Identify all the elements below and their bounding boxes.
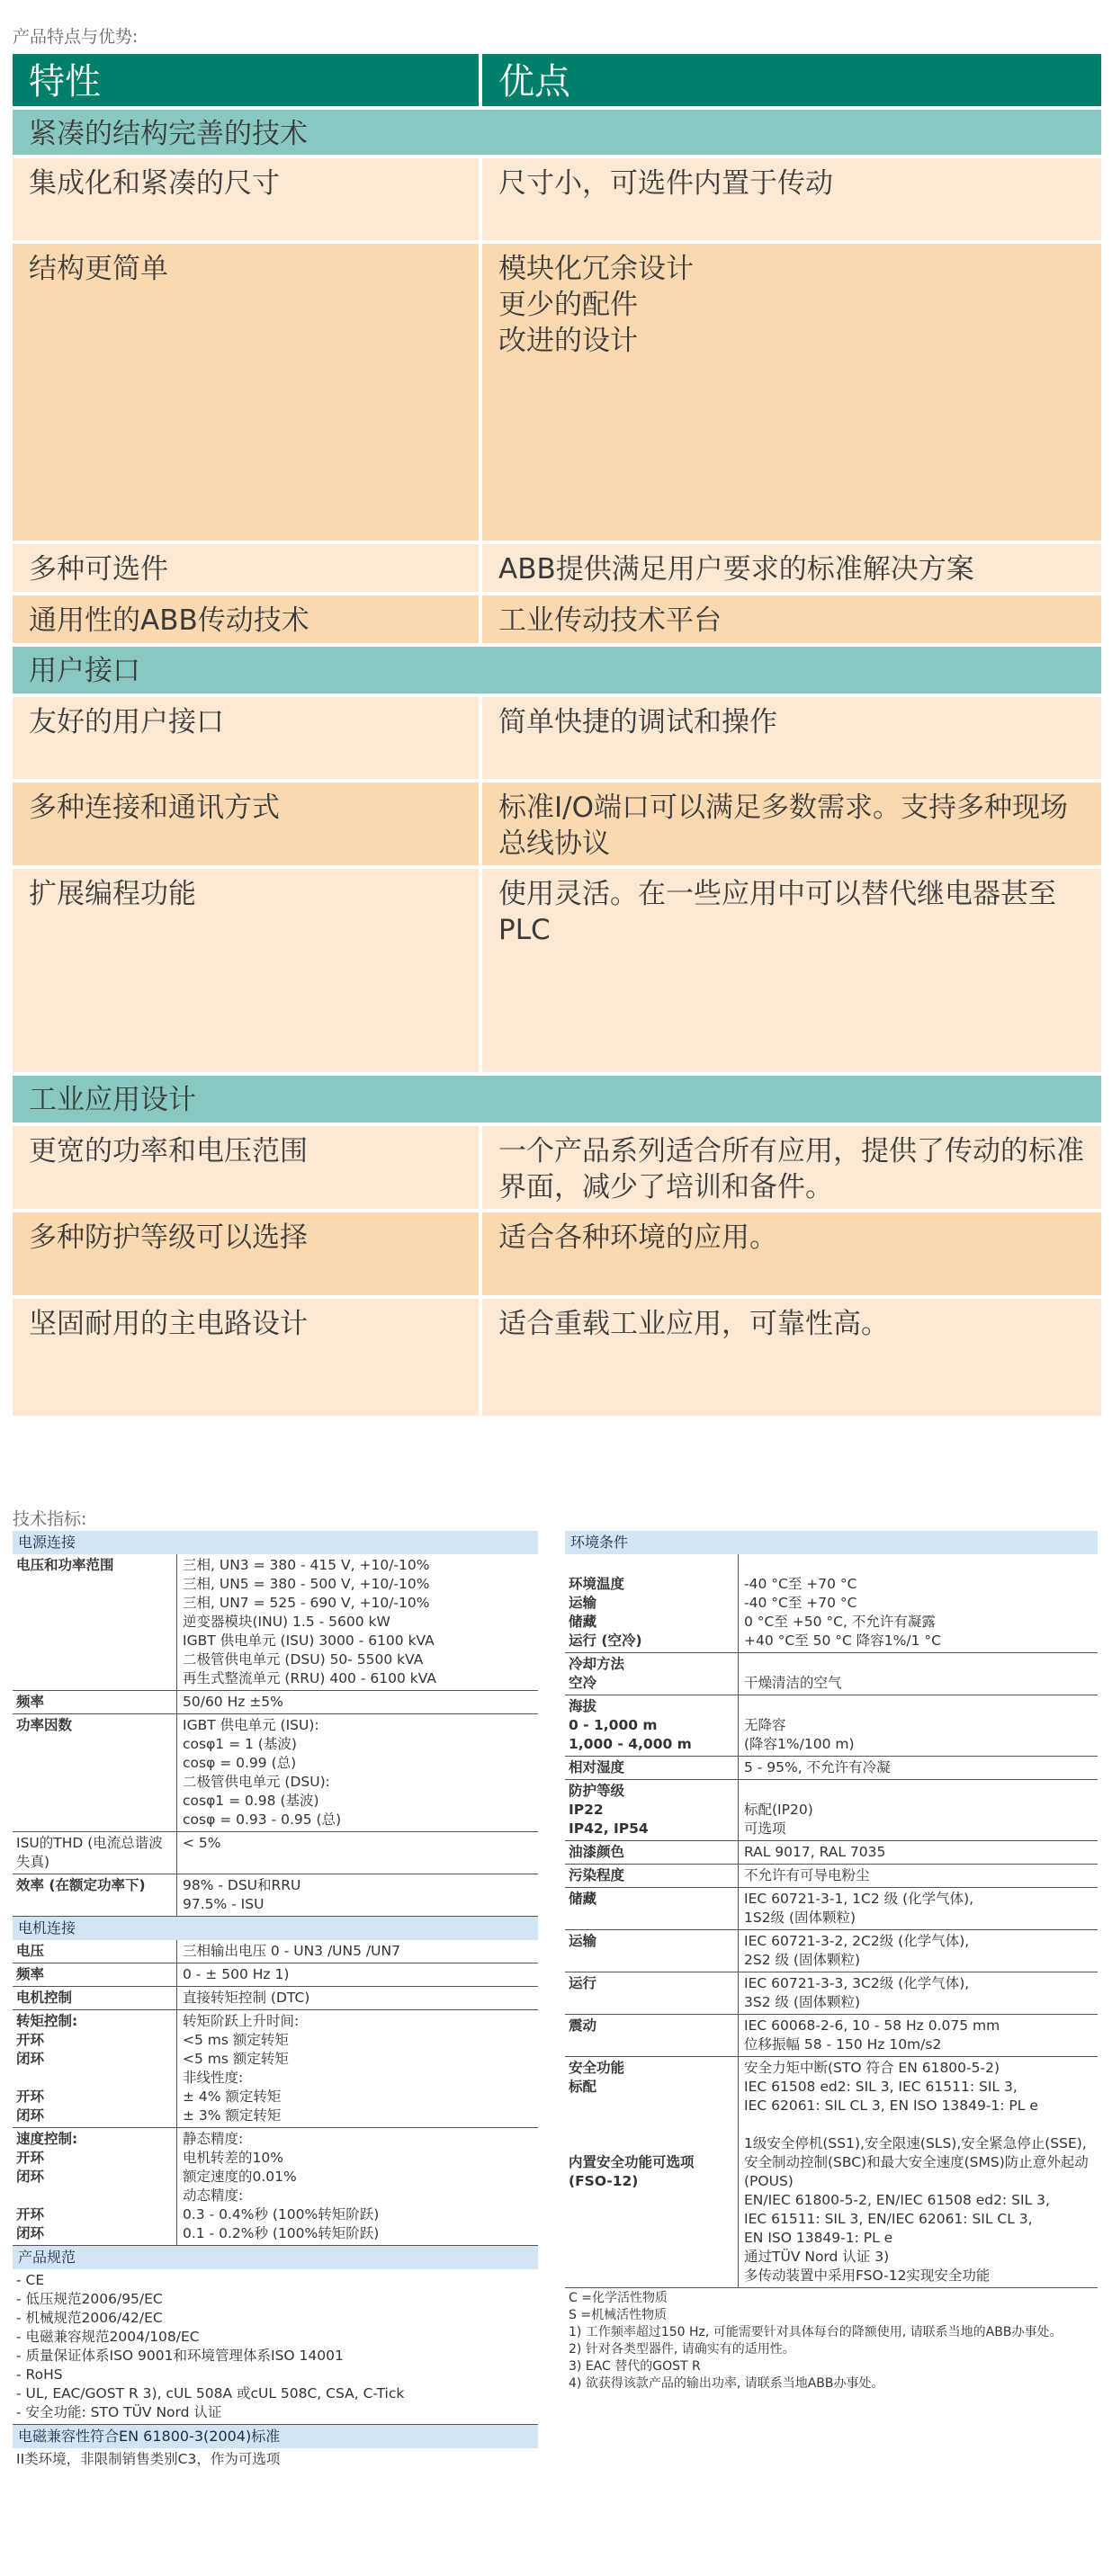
spec-value: 转矩阶跃上升时间: <5 ms 额定转矩 <5 ms 额定转矩 非线性度: ± 4% 额定转矩 ± 3% 额定转矩 <box>176 2010 538 2127</box>
spec-value: 5 - 95%, 不允许有冷凝 <box>738 1757 1098 1779</box>
section-title: 紧凑的结构完善的技术 <box>13 110 1101 155</box>
spec-key: 运行 <box>569 1975 597 1991</box>
spec-value: 不允许有可导电粉尘 <box>738 1865 1098 1887</box>
spec-key: ISU的THD (电流总谐波失真) <box>16 1835 163 1870</box>
footnotes: C =化学活性物质 S =机械活性物质 1) 工作频率超过150 Hz, 可能需要针对具体每台的降额使用, 请联系当地的ABB办事处。 2) 针对各类型器件, 请确实有的适用性。 3) EAC 替代的GOST R 4) 欲获得该款产品的输出功率, 请联系当地ABB办事处。 <box>569 2291 1063 2391</box>
env-title: 环境条件 <box>565 1531 1098 1554</box>
feature-cell: 集成化和紧凑的尺寸 <box>13 158 479 240</box>
feature-cell: 多种连接和通讯方式 <box>13 783 479 865</box>
table-row <box>565 1757 1098 1780</box>
table-row <box>13 1299 1101 1416</box>
table-row <box>565 1888 1098 1930</box>
table-row <box>13 1691 538 1714</box>
spec-value: IEC 60721-3-2, 2C2级 (化学气体), 2S2 级 (固体颗粒) <box>738 1930 1098 1972</box>
table-row <box>565 2057 1098 2288</box>
benefit-cell: 尺寸小，可选件内置于传动 <box>482 158 1101 240</box>
feature-cell: 更宽的功率和电压范围 <box>13 1126 479 1209</box>
feature-cell: 扩展编程功能 <box>13 869 479 1072</box>
spec-value: 安全力矩中断(STO 符合 EN 61800-5-2) IEC 61508 ed2: SIL 3, IEC 61511: SIL 3, IEC 62061: SIL CL 3, EN ISO 13849-1: PL e 1级安全停机(SS1),安全限速(SLS),安全紧急停止(SSE),安全制动控制(SBC)和最大安全速度(SMS)防止意外起动 (POUS) EN/IEC 61800-5-2, EN/IEC 61508 ed2: SIL 3, IEC 61511: SIL 3, EN/IEC 62061: SIL CL 3, EN ISO 13849-1: PL e 通过TÜV Nord 认证 3) 多传动装置中采用FSO-12实现安全功能 <box>738 2057 1098 2287</box>
spec-key: 海拔 0 - 1,000 m 1,000 - 4,000 m <box>569 1698 692 1752</box>
spec-key: 频率 <box>16 1966 45 1982</box>
spec-key: 油漆颜色 <box>569 1844 625 1860</box>
table-row <box>13 1987 538 2010</box>
table-row <box>13 1126 1101 1209</box>
table-row <box>13 1963 538 1987</box>
spec-key: 电压 <box>16 1943 45 1959</box>
benefit-cell: 一个产品系列适合所有应用，提供了传动的标准界面，减少了培训和备件。 <box>482 1126 1101 1209</box>
table-row <box>13 595 1101 643</box>
spec-value: 干燥清洁的空气 <box>738 1653 1098 1695</box>
table-row <box>13 544 1101 592</box>
spec-value: 直接转矩控制 (DTC) <box>176 1987 538 2009</box>
tech-caption: 技术指标: <box>13 1509 87 1529</box>
spec-key: 运输 <box>569 1933 597 1949</box>
benefit-cell: ABB提供满足用户要求的标准解决方案 <box>482 544 1101 592</box>
table-row <box>565 1653 1098 1695</box>
benefit-cell: 适合重载工业应用，可靠性高。 <box>482 1299 1101 1416</box>
spec-key: 污染程度 <box>569 1867 625 1883</box>
feature-cell: 多种可选件 <box>13 544 479 592</box>
benefit-cell: 模块化冗余设计 更少的配件 改进的设计 <box>482 244 1101 541</box>
spec-key: 转矩控制: 开环 闭环 开环 闭环 <box>16 2013 78 2124</box>
benefit-cell: 标准I/O端口可以满足多数需求。支持多种现场总线协议 <box>482 783 1101 865</box>
table-row <box>565 1841 1098 1865</box>
feature-cell: 结构更简单 <box>13 244 479 541</box>
header-benefit: 优点 <box>482 54 1101 106</box>
table-row <box>13 869 1101 1072</box>
spec-value: IGBT 供电单元 (ISU): cosφ1 = 1 (基波) cosφ = 0.99 (总) 二极管供电单元 (DSU): cosφ1 = 0.98 (基波) cosφ = 0.93 - 0.95 (总) <box>176 1714 538 1831</box>
section-title: 工业应用设计 <box>13 1076 1101 1123</box>
spec-value: 98% - DSU和RRU 97.5% - ISU <box>176 1874 538 1916</box>
table-row <box>565 1865 1098 1888</box>
table-row <box>13 783 1101 865</box>
feature-cell: 多种防护等级可以选择 <box>13 1212 479 1295</box>
spec-value: IEC 60721-3-1, 1C2 级 (化学气体), 1S2级 (固体颗粒) <box>738 1888 1098 1929</box>
table-row <box>565 1972 1098 2015</box>
spec-key: 速度控制: 开环 闭环 开环 闭环 <box>16 2131 78 2241</box>
table-row <box>13 244 1101 541</box>
spec-key: 电压和功率范围 <box>16 1557 114 1573</box>
spec-value: RAL 9017, RAL 7035 <box>738 1841 1098 1864</box>
spec-value: IEC 60068-2-6, 10 - 58 Hz 0.075 mm 位移振幅 58 - 150 Hz 10m/s2 <box>738 2015 1098 2056</box>
spec-value: 三相输出电压 0 - UN3 /UN5 /UN7 <box>176 1940 538 1963</box>
motor-title: 电机连接 <box>13 1917 538 1940</box>
emc-text: II类环境，非限制销售类别C3，作为可选项 <box>16 2451 281 2467</box>
table-row <box>13 697 1101 779</box>
left-spec-table <box>13 1531 538 2471</box>
table-row <box>13 2010 538 2128</box>
feature-cell: 通用性的ABB传动技术 <box>13 595 479 643</box>
benefit-cell: 简单快捷的调试和操作 <box>482 697 1101 779</box>
spec-key: 电机控制 <box>16 1990 73 2006</box>
header-feature: 特性 <box>13 54 479 106</box>
spec-key: 相对湿度 <box>569 1759 625 1775</box>
mains-title: 电源连接 <box>13 1531 538 1554</box>
feature-table <box>13 54 1101 1416</box>
spec-key: 冷却方法 空冷 <box>569 1656 625 1691</box>
spec-key: 防护等级 IP22 IP42, IP54 <box>569 1783 649 1837</box>
norms-title: 产品规范 <box>13 2246 538 2269</box>
table-row <box>565 1930 1098 1972</box>
spec-key: 环境温度 运输 储藏 运行 (空冷) <box>569 1576 642 1649</box>
section-title: 用户接口 <box>13 647 1101 693</box>
benefit-cell: 工业传动技术平台 <box>482 595 1101 643</box>
table-row <box>13 158 1101 240</box>
spec-value: 0 - ± 500 Hz 1) <box>176 1963 538 1986</box>
spec-value: 50/60 Hz ±5% <box>176 1691 538 1713</box>
table-row <box>13 1714 538 1832</box>
norms-list: - CE - 低压规范2006/95/EC - 机械规范2006/42/EC - 电磁兼容规范2004/108/EC - 质量保证体系ISO 9001和环境管理体系ISO 14001 - RoHS - UL, EAC/GOST R 3), cUL 508A 或cUL 508C, CSA, C-Tick - 安全功能: STO TÜV Nord 认证 <box>13 2269 538 2425</box>
spec-key: 功率因数 <box>16 1717 73 1733</box>
spec-key: 频率 <box>16 1694 45 1710</box>
feature-cell: 坚固耐用的主电路设计 <box>13 1299 479 1416</box>
table-row <box>13 1212 1101 1295</box>
feature-table-header <box>13 54 1101 106</box>
spec-key: 安全功能 标配 内置安全功能可选项 (FSO-12) <box>569 2060 695 2189</box>
table-row <box>13 1940 538 1963</box>
spec-value: 三相, UN3 = 380 - 415 V, +10/-10% 三相, UN5 = 380 - 500 V, +10/-10% 三相, UN7 = 525 - 690 V, +10/-10% 逆变器模块(INU) 1.5 - 5600 kW IGBT 供电单元 (ISU) 3000 - 6100 kVA 二极管供电单元 (DSU) 50- 5500 kVA 再生式整流单元 (RRU) 400 - 6100 kVA <box>176 1554 538 1690</box>
features-caption: 产品特点与优势: <box>13 27 139 47</box>
spec-value: -40 °C至 +70 °C -40 °C至 +70 °C 0 °C至 +50 °C, 不允许有凝露 +40 °C至 50 °C 降容1%/1 °C <box>738 1554 1098 1652</box>
spec-value: 无降容 (降容1%/100 m) <box>738 1695 1098 1756</box>
spec-key: 储藏 <box>569 1891 597 1907</box>
spec-value: IEC 60721-3-3, 3C2级 (化学气体), 3S2 级 (固体颗粒) <box>738 1972 1098 2014</box>
table-row <box>565 1780 1098 1841</box>
spec-value: 标配(IP20) 可选项 <box>738 1780 1098 1840</box>
spec-value: < 5% <box>176 1832 538 1874</box>
right-spec-table <box>565 1531 1098 2394</box>
table-row <box>565 2015 1098 2057</box>
spec-key: 震动 <box>569 2017 597 2034</box>
table-row <box>565 1695 1098 1757</box>
table-row <box>565 1554 1098 1653</box>
benefit-cell: 适合各种环境的应用。 <box>482 1212 1101 1295</box>
table-row <box>13 2128 538 2246</box>
benefit-cell: 使用灵活。在一些应用中可以替代继电器甚至PLC <box>482 869 1101 1072</box>
table-row <box>13 1874 538 1917</box>
feature-cell: 友好的用户接口 <box>13 697 479 779</box>
emc-title: 电磁兼容性符合EN 61800-3(2004)标准 <box>13 2425 538 2448</box>
table-row <box>13 1832 538 1874</box>
spec-value: 静态精度: 电机转差的10% 额定速度的0.01% 动态精度: 0.3 - 0.4%秒 (100%转矩阶跃) 0.1 - 0.2%秒 (100%转矩阶跃) <box>176 2128 538 2245</box>
table-row <box>13 1554 538 1691</box>
spec-key: 效率 (在额定功率下) <box>16 1877 146 1893</box>
